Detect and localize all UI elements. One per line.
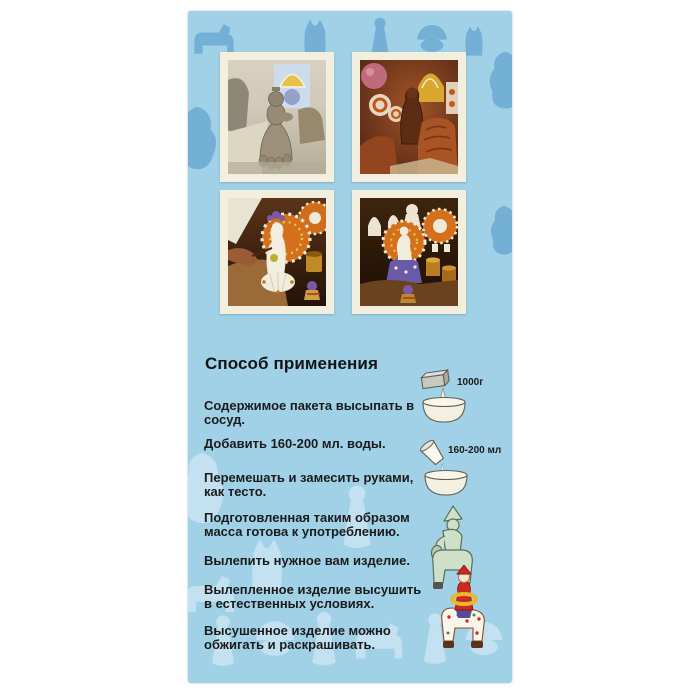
painted-clay-rider-figure <box>434 565 492 655</box>
painting-turkey-toy-image <box>228 198 326 306</box>
photo-painting-turkey-toy <box>220 190 334 314</box>
instruction-step-2: Добавить 160-200 мл. воды. <box>204 436 386 451</box>
section-title: Способ применения <box>205 354 378 373</box>
powder-weight-label: 1000г <box>457 377 484 388</box>
clay-kit-package-back <box>188 11 512 683</box>
instruction-step-3: Перемешать и замесить руками, как тесто. <box>204 470 414 499</box>
photo-unpainted-clay-figurine <box>220 52 334 182</box>
unpainted-clay-figurine-image <box>228 60 326 174</box>
finished-turkey-toys-image <box>360 198 458 306</box>
instruction-step-7: Высушенное изделие можно обжигать и раскрашивать. <box>204 623 391 652</box>
instruction-step-6: Вылепленное изделие высушить в естественных условиях. <box>204 582 422 611</box>
hands-sculpting-clay-image <box>360 60 458 174</box>
instruction-step-4: Подготовленная таким образом масса готова к употреблению. <box>204 510 410 539</box>
photo-hands-sculpting-clay <box>352 52 466 182</box>
instruction-step-5: Вылепить нужное вам изделие. <box>204 553 411 568</box>
photo-finished-turkey-toys <box>352 190 466 314</box>
water-volume-label: 160-200 мл <box>448 445 502 456</box>
instruction-step-1: Содержимое пакета высыпать в сосуд. <box>204 398 415 427</box>
